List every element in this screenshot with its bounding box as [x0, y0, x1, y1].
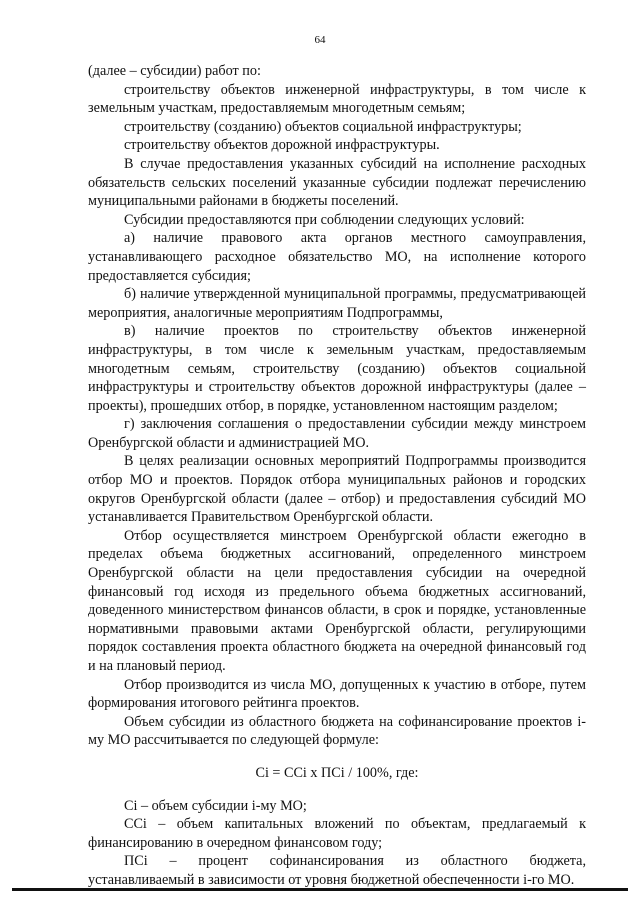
paragraph: строительству (созданию) объектов социальной инфраструктуры; — [124, 118, 522, 135]
paragraph: Субсидии предоставляются при соблюдении следующих условий: — [124, 211, 525, 228]
subsidy-formula: Ci = CCi х ПCi / 100%, где: — [255, 764, 419, 781]
formula-definition: CCi – объем капитальных вложений по объектам, предлагаемый к финансированию в очередном финансовом году; — [88, 816, 586, 851]
bottom-divider — [12, 888, 628, 891]
paragraph: В целях реализации основных мероприятий Подпрограммы производится отбор МО и проектов. Порядок отбора муниципальных районов и городских округов Оренбургской области (далее – отбор) и предоставления субсидий МО устанавливается Правительством Оренбургской области. — [88, 453, 586, 526]
formula-definition: ПCi – процент софинансирования из областного бюджета, устанавливаемый в зависимости от уровня бюджетной обеспеченности i-го МО. — [88, 853, 586, 888]
paragraph: строительству объектов инженерной инфраструктуры, в том числе к земельным участкам, предоставляемым многодетным семьям; — [88, 81, 586, 117]
condition-item-b: б) наличие утвержденной муниципальной программы, предусматривающей мероприятия, аналогичные мероприятиям Подпрограммы, — [88, 286, 586, 321]
condition-item-v: в) наличие проектов по строительству объектов инженерной инфраструктуры, в том числе к земельным участкам, предоставляемым многодетным семьям, строительству (созданию) объектов социальной инфраструктуры и строительству объектов дорожной инфраструктуры (далее – проекты), прошедших отбор, в порядке, установленном настоящим разделом; — [88, 323, 586, 414]
paragraph: Отбор производится из числа МО, допущенных к участию в отборе, путем формирования итогового рейтинга проектов. — [88, 676, 586, 712]
paragraph: В случае предоставления указанных субсидий на исполнение расходных обязательств сельских поселений указанные субсидии подлежат перечислению муниципальными районами в бюджеты поселений. — [88, 155, 586, 210]
paragraph: Объем субсидии из областного бюджета на софинансирование проектов i-му МО рассчитывается по следующей формуле: — [88, 713, 586, 749]
document-body — [88, 62, 586, 890]
page-number: 64 — [314, 34, 326, 46]
paragraph: (далее – субсидии) работ по: — [88, 63, 261, 79]
paragraph: Отбор осуществляется минстроем Оренбургской области ежегодно в пределах объема бюджетных ассигнований, определенного минстроем Оренбургской области на цели предоставления субсидии на очередной финансовый год исходя из предельного объема бюджетных ассигнований, доведенного министерством финансов области, в срок и порядке, установленные нормативными правовыми актами Оренбургской области, регулирующими порядок составления проекта областного бюджета на очередной финансовый год и на плановый период. — [88, 527, 586, 674]
formula-definition: Ci – объем субсидии i-му МО; — [124, 797, 307, 814]
condition-item-a: а) наличие правового акта органов местного самоуправления, устанавливающего расходное обязательство МО, на исполнение которого предоставляется субсидия; — [88, 230, 586, 284]
condition-item-g: г) заключения соглашения о предоставлении субсидии между минстроем Оренбургской области и администрацией МО. — [88, 416, 586, 451]
paragraph: строительству объектов дорожной инфраструктуры. — [124, 137, 440, 154]
